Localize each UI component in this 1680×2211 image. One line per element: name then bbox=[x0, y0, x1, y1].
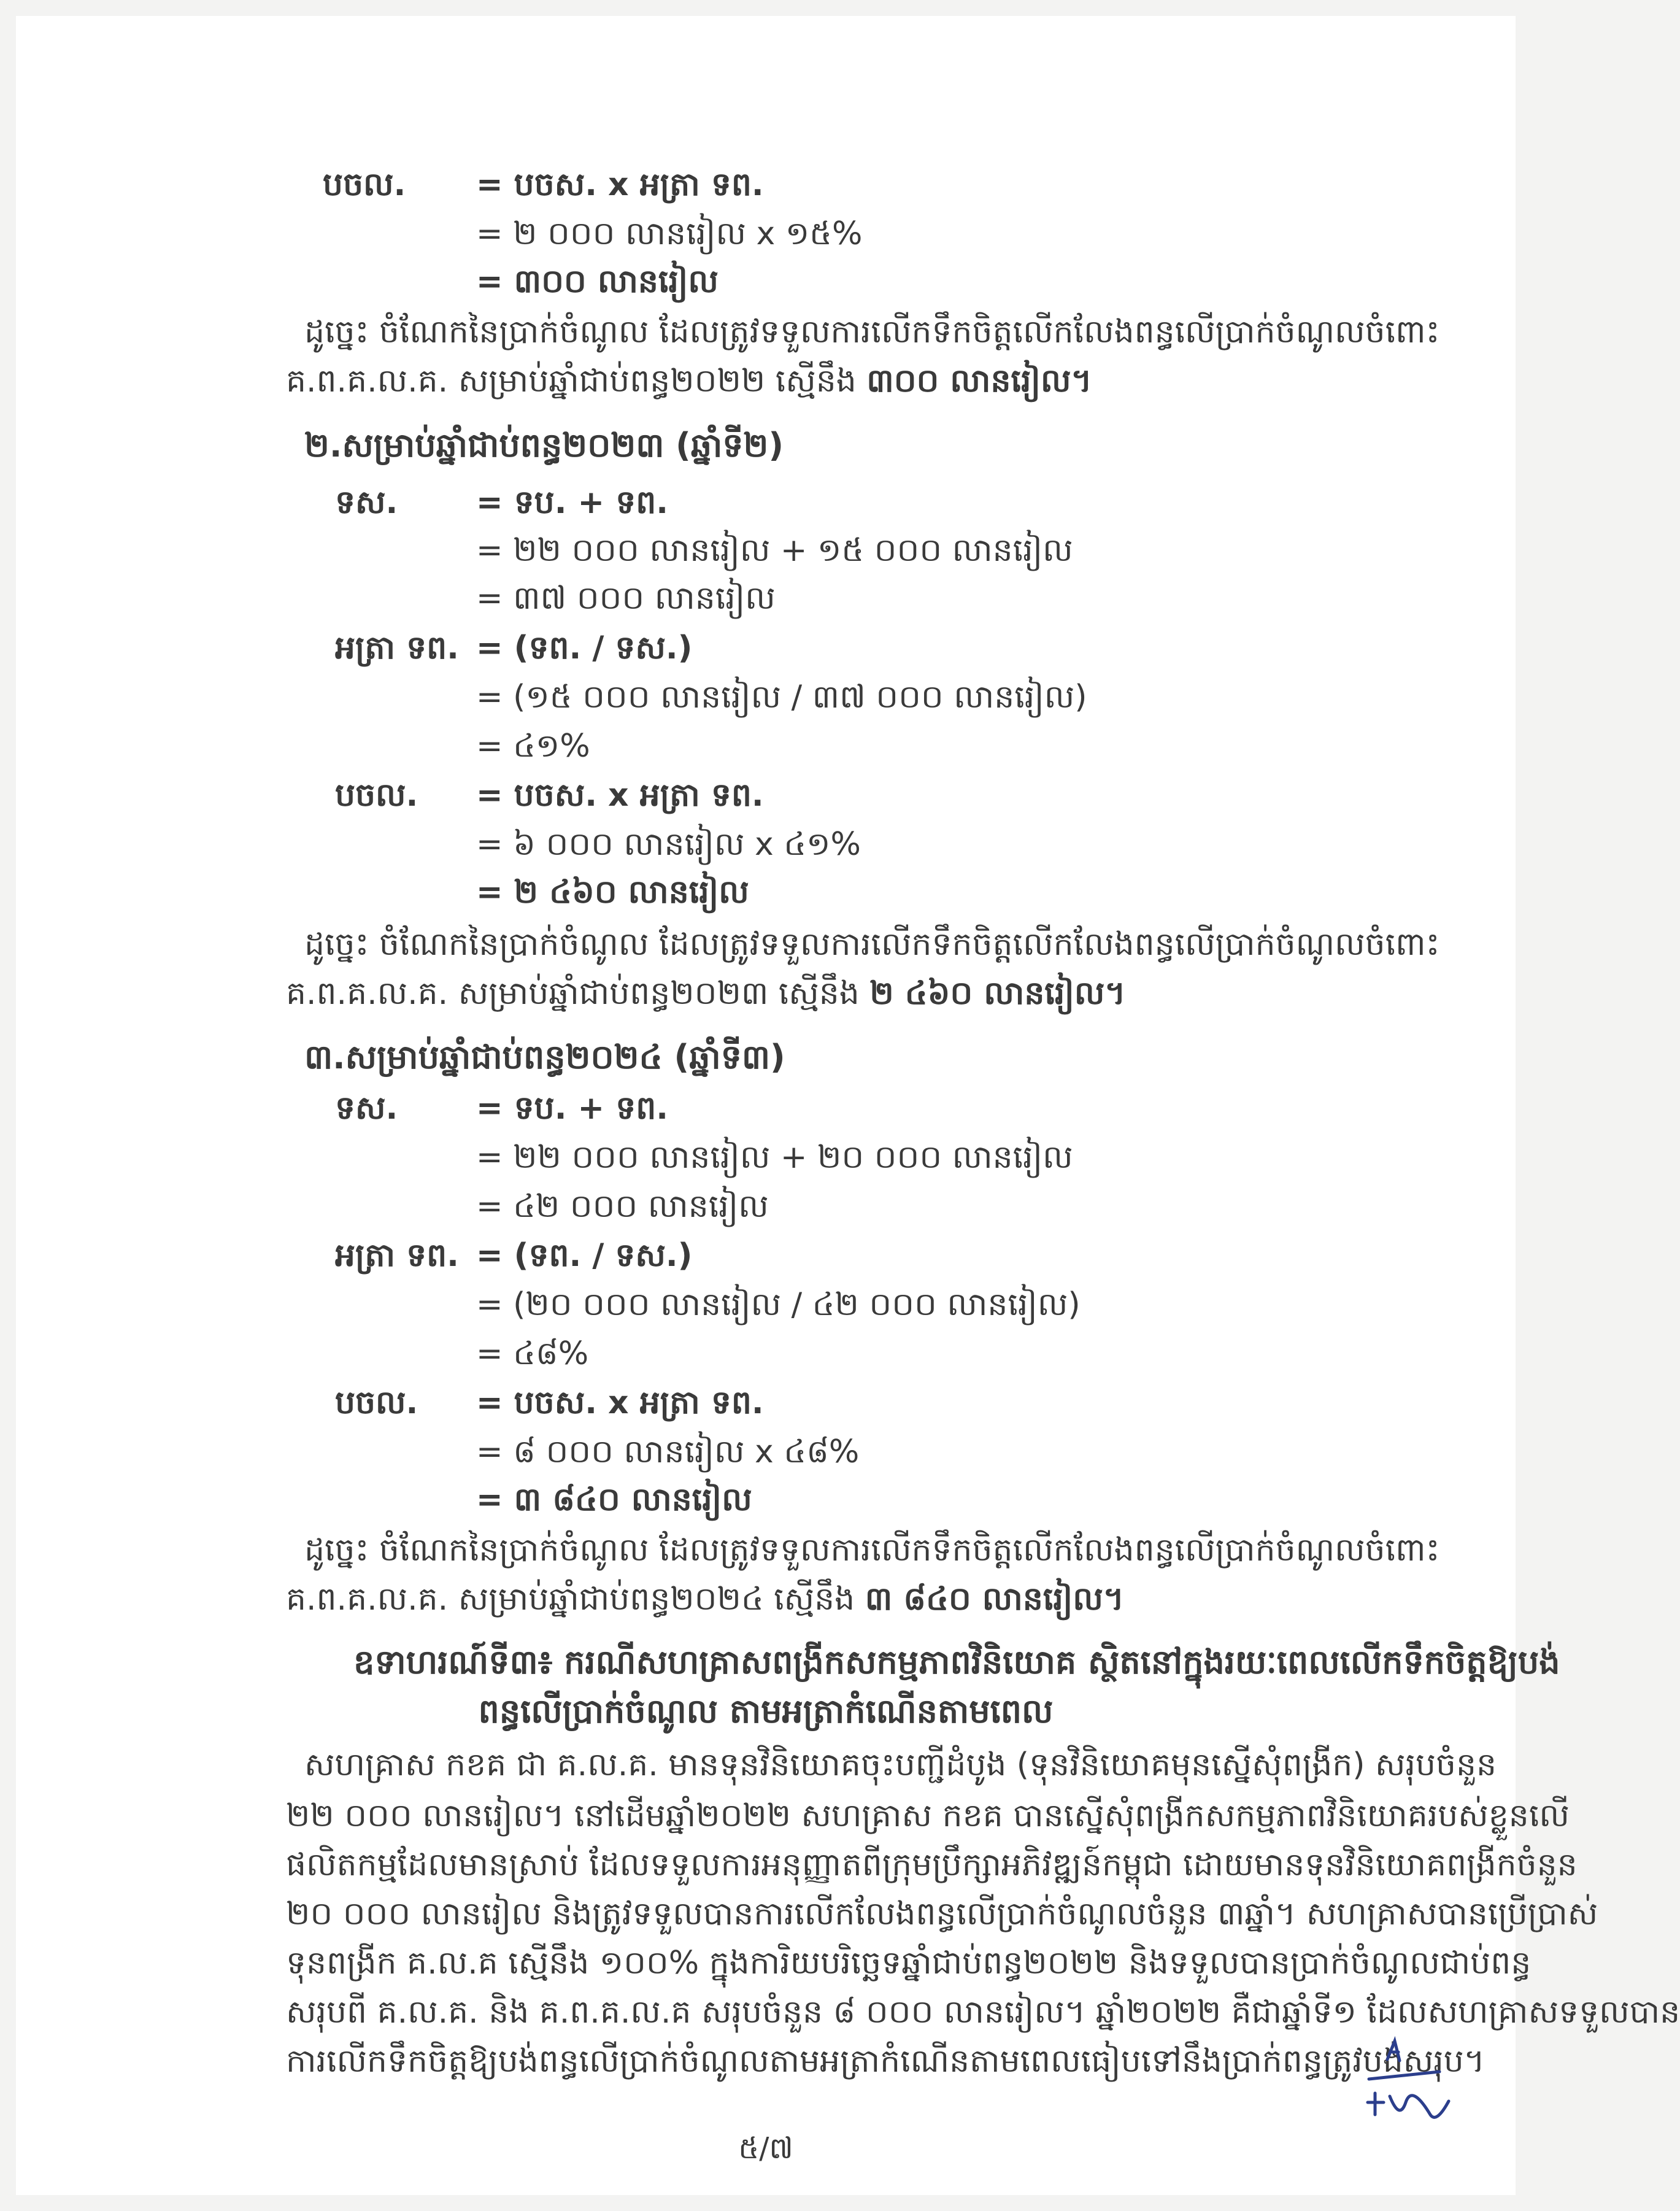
example-3-para-line6: សរុបពី គ.ល.គ. និង គ.ព.គ.ល.គ សរុបចំនួន ៨ ០០០ លានរៀល។ ឆ្នាំ២០២២ គឺជាឆ្នាំទី១ ដែលសហគ្រាសទទួលបាន bbox=[286, 1994, 1680, 2031]
example-3-para-line7: ការលើកទឹកចិត្តឱ្យបង់ពន្ធលើប្រាក់ចំណូលតាមអត្រាកំណើនតាមពេលធៀបទៅនឹងប្រាក់ពន្ធត្រូវបង់សរុប។ bbox=[286, 2043, 1485, 2080]
document-page bbox=[16, 16, 1680, 2195]
handwritten-initials-icon bbox=[1363, 2035, 1455, 2127]
conclusion-1-line2 bbox=[286, 360, 1092, 403]
conclusion-1-line1: ដូច្នេះ ចំណែកនៃប្រាក់ចំណូល ដែលត្រូវទទួលការលើកទឹកចិត្តលើកលែងពន្ធលើប្រាក់ចំណូលចំពោះ bbox=[304, 314, 1440, 350]
tos-formula-3: = ទប. + ទព. bbox=[476, 1090, 668, 1127]
rate-formula-3: = (ទព. / ទស.) bbox=[476, 1237, 693, 1274]
bochol-calc-1: = ២ ០០០ លានរៀល x ១៥% bbox=[476, 215, 863, 252]
example-3-title-line2: ពន្ធលើប្រាក់ចំណូល តាមអត្រាកំណើនតាមពេល bbox=[478, 1692, 1054, 1731]
conclusion-2-line2 bbox=[286, 972, 1126, 1015]
conclusion-2-text: គ.ព.គ.ល.គ. សម្រាប់ឆ្នាំជាប់ពន្ធ២០២៣ ស្មើនឹង bbox=[286, 975, 870, 1012]
tos-result-3: = ៤២ ០០០ លានរៀល bbox=[476, 1188, 769, 1225]
rate-label-3: អត្រា ទព. bbox=[335, 1237, 459, 1274]
section-3-heading: ៣.សម្រាប់ឆ្នាំជាប់ពន្ធ២០២៤ (ឆ្នាំទី៣) bbox=[304, 1038, 785, 1076]
bochol-formula-3: = បចស. x អត្រា ទព. bbox=[476, 1384, 764, 1421]
example-3-para-line1: សហគ្រាស កខគ ជា គ.ល.គ. មានទុនវិនិយោគចុះបញ្ជីដំបូង (ទុនវិនិយោគមុនស្នើសុំពង្រីក) សរុបចំនួន bbox=[304, 1746, 1497, 1783]
tos-result-2: = ៣៧ ០០០ លានរៀល bbox=[476, 580, 776, 617]
tos-formula-2: = ទប. + ទព. bbox=[476, 484, 668, 521]
conclusion-1-text: គ.ព.គ.ល.គ. សម្រាប់ឆ្នាំជាប់ពន្ធ២០២២ ស្មើនឹង bbox=[286, 363, 867, 399]
example-3-para-line4: ២០ ០០០ លានរៀល និងត្រូវទទួលបានការលើកលែងពន្ធលើប្រាក់ចំណូលចំនួន ៣ឆ្នាំ។ សហគ្រាសបានប្រើប្រាស់ bbox=[286, 1896, 1598, 1932]
rate-calc-2: = (១៥ ០០០ លានរៀល / ៣៧ ០០០ លានរៀល) bbox=[476, 679, 1087, 716]
example-3-title-line1: ឧទាហរណ៍ទី៣៖ ករណីសហគ្រាសពង្រីកសកម្មភាពវិនិយោគ ស្ថិតនៅក្នុងរយៈពេលលើកទឹកចិត្តឱ្យបង់ bbox=[353, 1643, 1560, 1681]
conclusion-3-line2 bbox=[286, 1578, 1124, 1621]
rate-formula-2: = (ទព. / ទស.) bbox=[476, 630, 693, 666]
bochol-result-1: = ៣០០ លានរៀល bbox=[476, 263, 719, 300]
bochol-label-3: បចល. bbox=[335, 1384, 418, 1421]
bochol-result-2: = ២ ៤៦០ លានរៀល bbox=[476, 874, 749, 911]
conclusion-2-line1: ដូច្នេះ ចំណែកនៃប្រាក់ចំណូល ដែលត្រូវទទួលការលើកទឹកចិត្តលើកលែងពន្ធលើប្រាក់ចំណូលចំពោះ bbox=[304, 926, 1440, 963]
rate-result-3: = ៤៨% bbox=[476, 1335, 589, 1372]
rate-calc-3: = (២០ ០០០ លានរៀល / ៤២ ០០០ លានរៀល) bbox=[476, 1286, 1081, 1323]
conclusion-1-value: ៣០០ លានរៀល។ bbox=[866, 363, 1092, 399]
bochol-label-1: បចល. bbox=[323, 166, 406, 203]
bochol-calc-3: = ៨ ០០០ លានរៀល x ៤៨% bbox=[476, 1433, 860, 1470]
page-number: ៥/៧ bbox=[738, 2131, 793, 2166]
bochol-calc-2: = ៦ ០០០ លានរៀល x ៤១% bbox=[476, 826, 861, 863]
conclusion-3-value: ៣ ៨៤០ លានរៀល។ bbox=[865, 1581, 1125, 1618]
conclusion-2-value: ២ ៤៦០ លានរៀល។ bbox=[869, 975, 1126, 1012]
example-3-para-line3: ផលិតកម្មដែលមានស្រាប់ ដែលទទួលការអនុញ្ញាតពីក្រុមប្រឹក្សាអភិវឌ្ឍន៍កម្ពុជា ដោយមានទុនវិនិយោគពង្រីកចំនួន bbox=[286, 1846, 1578, 1883]
bochol-result-3: = ៣ ៨៤០ លានរៀល bbox=[476, 1481, 752, 1518]
tos-calc-3: = ២២ ០០០ លានរៀល + ២០ ០០០ លានរៀល bbox=[476, 1139, 1073, 1176]
tos-calc-2: = ២២ ០០០ លានរៀល + ១៥ ០០០ លានរៀល bbox=[476, 532, 1073, 569]
rate-label-2: អត្រា ទព. bbox=[335, 630, 459, 666]
rate-result-2: = ៤១% bbox=[476, 728, 590, 765]
conclusion-3-line1: ដូច្នេះ ចំណែកនៃប្រាក់ចំណូល ដែលត្រូវទទួលការលើកទឹកចិត្តលើកលែងពន្ធលើប្រាក់ចំណូលចំពោះ bbox=[304, 1532, 1440, 1569]
section-2-heading: ២.សម្រាប់ឆ្នាំជាប់ពន្ធ២០២៣ (ឆ្នាំទី២) bbox=[304, 426, 784, 465]
conclusion-3-text: គ.ព.គ.ល.គ. សម្រាប់ឆ្នាំជាប់ពន្ធ២០២៤ ស្មើនឹង bbox=[286, 1581, 865, 1618]
example-3-para-line2: ២២ ០០០ លានរៀល។ នៅដើមឆ្នាំ២០២២ សហគ្រាស កខគ បានស្នើសុំពង្រីកសកម្មភាពវិនិយោគរបស់ខ្លួនលើ bbox=[286, 1797, 1570, 1834]
bochol-label-2: បចល. bbox=[335, 777, 418, 814]
example-3-para-line5: ទុនពង្រីក គ.ល.គ ស្មើនឹង ១០០% ក្នុងការិយបរិច្ឆេទឆ្នាំជាប់ពន្ធ២០២២ និងទទួលបានប្រាក់ចំណូលជាប់ពន្ធ bbox=[286, 1945, 1532, 1981]
tos-label-2: ទស. bbox=[335, 484, 398, 521]
bochol-formula-1: = បចស. x អត្រា ទព. bbox=[476, 166, 764, 203]
tos-label-3: ទស. bbox=[335, 1090, 398, 1127]
bochol-formula-2: = បចស. x អត្រា ទព. bbox=[476, 777, 764, 814]
